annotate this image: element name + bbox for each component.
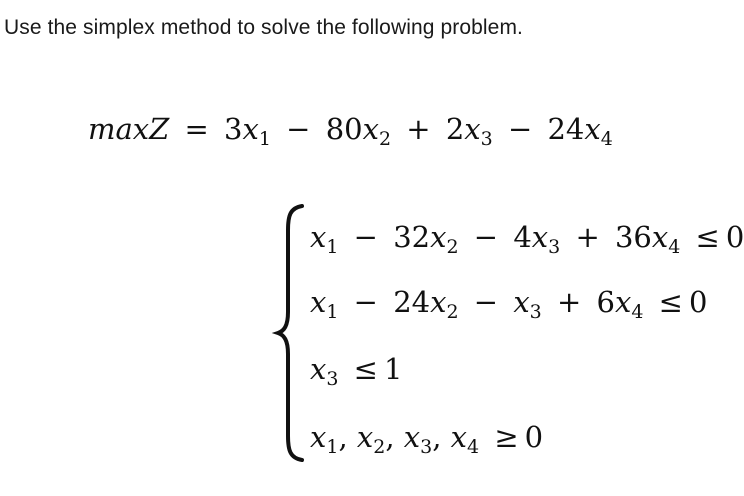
non-negativity-constraint: $x_1$, $x_2$, $x_3$, $x_4 \ge 0$ bbox=[310, 420, 544, 458]
relation-symbol: ≤ bbox=[353, 352, 378, 386]
relation-symbol: ≥ bbox=[494, 420, 519, 454]
objective-lhs: maxZ bbox=[88, 112, 170, 146]
operator: − bbox=[286, 112, 311, 146]
constraint-row-1: $x_1 - 32x_2 - 4x_3 + 36x_4 \le 0$ bbox=[310, 220, 744, 258]
objective-term: $80x_2$ bbox=[325, 112, 392, 150]
equals-sign: = bbox=[184, 112, 209, 146]
constraint-brace bbox=[276, 202, 306, 464]
constraint-row-2: $x_1 - 24x_2 - x_3 + 6x_4 \le 0$ bbox=[310, 285, 708, 323]
objective-term: $24x_4$ bbox=[547, 112, 613, 150]
problem-instruction: Use the simplex method to solve the following problem. bbox=[4, 16, 523, 39]
operator: + bbox=[406, 112, 431, 146]
constraint-row-3: $x_3 \le 1$ bbox=[310, 352, 403, 390]
relation-symbol: ≤ bbox=[658, 285, 683, 319]
operator: − bbox=[507, 112, 533, 146]
objective-term: $3x_1$ bbox=[224, 112, 271, 150]
relation-symbol: ≤ bbox=[695, 220, 720, 254]
objective-term: $2x_3$ bbox=[445, 112, 493, 150]
objective-function bbox=[88, 112, 613, 150]
